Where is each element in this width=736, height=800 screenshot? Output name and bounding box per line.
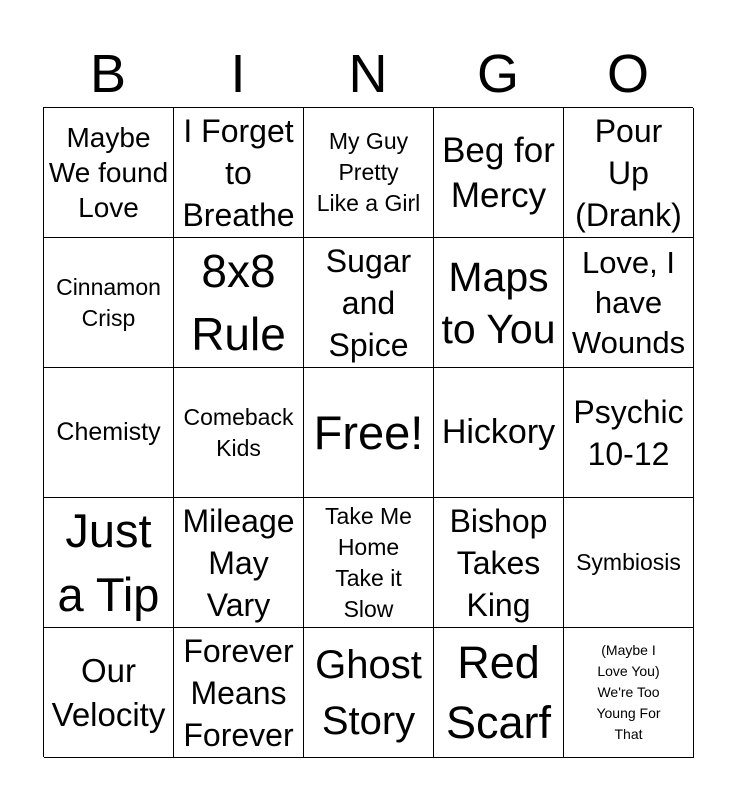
cell-text: Take Me Home Take it Slow (325, 502, 412, 622)
bingo-grid (43, 107, 693, 757)
cell-text: 8x8 Rule (191, 244, 286, 360)
bingo-cell[interactable] (304, 628, 434, 758)
bingo-cell[interactable] (44, 498, 174, 628)
bingo-cell[interactable] (44, 108, 174, 238)
cell-text: Hickory (441, 413, 556, 451)
cell-text: My Guy Pretty Like a Girl (316, 128, 421, 216)
bingo-cell[interactable] (174, 628, 304, 758)
cell-text: Bishop Takes King (449, 502, 548, 623)
bingo-cell[interactable] (44, 628, 174, 758)
bingo-cell[interactable] (434, 368, 564, 498)
cell-text: Beg for Mercy (442, 130, 555, 215)
cell-text: Maybe We found Love (48, 122, 169, 223)
cell-text: Ghost Story (315, 642, 422, 743)
bingo-cell[interactable] (304, 238, 434, 368)
bingo-cell[interactable] (174, 498, 304, 628)
bingo-cell[interactable] (564, 238, 694, 368)
header-letter-o: O (606, 44, 649, 104)
cell-text: Symbiosis (576, 549, 681, 575)
bingo-cell[interactable] (44, 368, 174, 498)
bingo-cell[interactable] (174, 368, 304, 498)
cell-text: I Forget to Breathe (182, 112, 295, 233)
bingo-cell[interactable] (434, 628, 564, 758)
cell-text: Comeback Kids (183, 403, 294, 461)
bingo-header (43, 40, 693, 108)
cell-text: Chemisty (56, 418, 161, 446)
cell-text: Pour Up (Drank) (575, 112, 682, 233)
cell-text: Cinnamon Crisp (56, 273, 161, 331)
bingo-cell[interactable] (304, 368, 434, 498)
bingo-cell[interactable] (564, 628, 694, 758)
bingo-cell[interactable] (174, 238, 304, 368)
cell-text: Maps to You (441, 253, 556, 352)
cell-text: Red Scarf (445, 636, 552, 748)
cell-text: Sugar and Spice (325, 242, 412, 363)
bingo-cell[interactable] (304, 108, 434, 238)
bingo-cell[interactable] (434, 498, 564, 628)
bingo-cell[interactable] (564, 108, 694, 238)
cell-text: (Maybe I Love You) We're Too Young For That (596, 642, 661, 742)
cell-text: Forever Means Forever (183, 632, 294, 753)
cell-text: Love, I have Wounds (571, 244, 686, 360)
bingo-cell[interactable] (174, 108, 304, 238)
header-letter-g: G (476, 44, 519, 104)
cell-text: Our Velocity (51, 651, 166, 733)
bingo-cell[interactable] (44, 238, 174, 368)
cell-text: Psychic 10-12 (573, 393, 684, 472)
cell-text: Free! (313, 405, 424, 459)
bingo-cell[interactable] (434, 238, 564, 368)
bingo-cell[interactable] (564, 368, 694, 498)
header-letter-b: B (89, 44, 127, 104)
bingo-cell[interactable] (434, 108, 564, 238)
header-letter-n: N (348, 44, 388, 104)
cell-text: Mileage May Vary (182, 502, 295, 623)
header-letter-i: I (230, 44, 246, 104)
bingo-cell[interactable] (564, 498, 694, 628)
bingo-cell[interactable] (304, 498, 434, 628)
cell-text: Just a Tip (57, 503, 160, 621)
